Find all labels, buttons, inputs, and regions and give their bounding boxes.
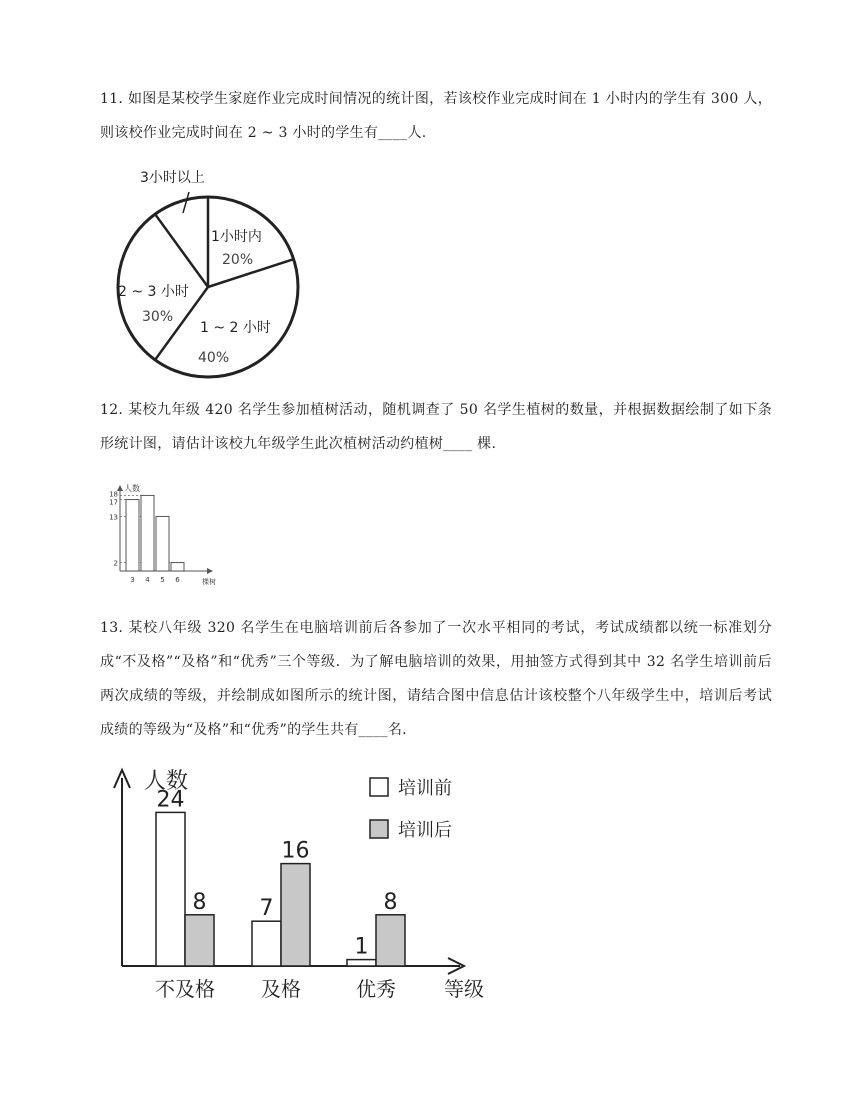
question-11: 11. 如图是某校学生家庭作业完成时间情况的统计图，若该校作业完成时间在 1 小时内的学生有 300 人，则该校作业完成时间在 2 ~ 3 小时的学生有____人.	[100, 91, 772, 141]
y-tick-label: 18	[109, 490, 118, 499]
pie-percent-1-2h: 40%	[198, 350, 230, 366]
question-13: 13. 某校八年级 320 名学生在电脑培训前后各参加了一次水平相同的考试，考试成绩都以统一标准划分成“不及格”“及格”和“优秀”三个等级．为了解电脑培训的效果，用抽签方式得到其中 32 名学生培训前后两次成绩的等级，并绘制成如图所示的统计图，请结合图中信息估计该校整个八年级学生中，培训后考试成绩的等级为“及格”和“优秀”的学生共有____名.	[100, 620, 772, 738]
tree-count-bar-chart	[100, 478, 260, 598]
bar	[171, 563, 184, 571]
bar	[126, 500, 139, 571]
legend-swatch-after	[370, 820, 388, 838]
x-tick-label: 6	[175, 576, 180, 584]
pie-label-1-2h: 1 ~ 2 小时	[200, 320, 271, 336]
bar-value-label: 7	[259, 896, 274, 922]
x-tick-label: 4	[145, 576, 150, 584]
bar	[376, 915, 405, 966]
pie-label-3h-above: 3小时以上	[140, 170, 205, 186]
bar-value-label: 1	[354, 934, 369, 960]
bar	[347, 960, 376, 966]
x-tick-label: 5	[160, 576, 165, 584]
x-tick-label: 及格	[261, 977, 301, 1001]
y-tick-label: 13	[109, 513, 118, 522]
bar-value-label: 8	[192, 889, 207, 915]
pie-percent-2-3h: 30%	[142, 309, 174, 325]
bar-value-label: 24	[156, 787, 185, 813]
x-tick-label: 优秀	[356, 977, 396, 1001]
x-axis-arrow	[207, 568, 213, 574]
bar-value-label: 8	[383, 889, 398, 915]
bar	[252, 921, 281, 966]
x-axis-title: 等级	[444, 977, 484, 1001]
legend-swatch-before	[370, 778, 388, 796]
pie-divider-upper-left	[155, 214, 208, 287]
x-tick-label: 3	[130, 576, 135, 584]
tree-count-bar-chart-figure	[100, 478, 260, 598]
y-tick-label: 17	[109, 498, 118, 507]
x-tick-label: 不及格	[155, 977, 215, 1001]
bar-value-label: 16	[281, 838, 310, 864]
pie-label-1h-within: 1小时内	[211, 229, 262, 245]
y-axis-title: 人数	[144, 769, 189, 794]
pie-callout-line	[183, 192, 189, 213]
legend-label-after: 培训后	[398, 820, 452, 841]
pie-chart	[100, 160, 330, 385]
y-axis-title: 人数	[124, 484, 140, 493]
question-12: 12. 某校九年级 420 名学生参加植树活动，随机调查了 50 名学生植树的数量，并根据数据绘制了如下条形统计图，请估计该校九年级学生此次植树活动约植树____ 棵.	[100, 402, 772, 452]
bar	[185, 915, 214, 966]
y-tick-label: 2	[113, 559, 118, 568]
x-axis-title: 棵树	[202, 578, 216, 586]
pie-chart-figure	[100, 160, 330, 385]
pie-label-2-3h: 2 ~ 3 小时	[118, 284, 189, 300]
pie-percent-1h-within: 20%	[222, 252, 254, 268]
bar	[281, 864, 310, 966]
bar	[141, 495, 154, 571]
legend-label-before: 培训前	[398, 778, 452, 799]
bar	[156, 812, 185, 966]
training-grade-bar-chart-figure	[100, 758, 520, 1008]
bar	[156, 516, 169, 571]
training-grade-bar-chart	[100, 758, 520, 1008]
